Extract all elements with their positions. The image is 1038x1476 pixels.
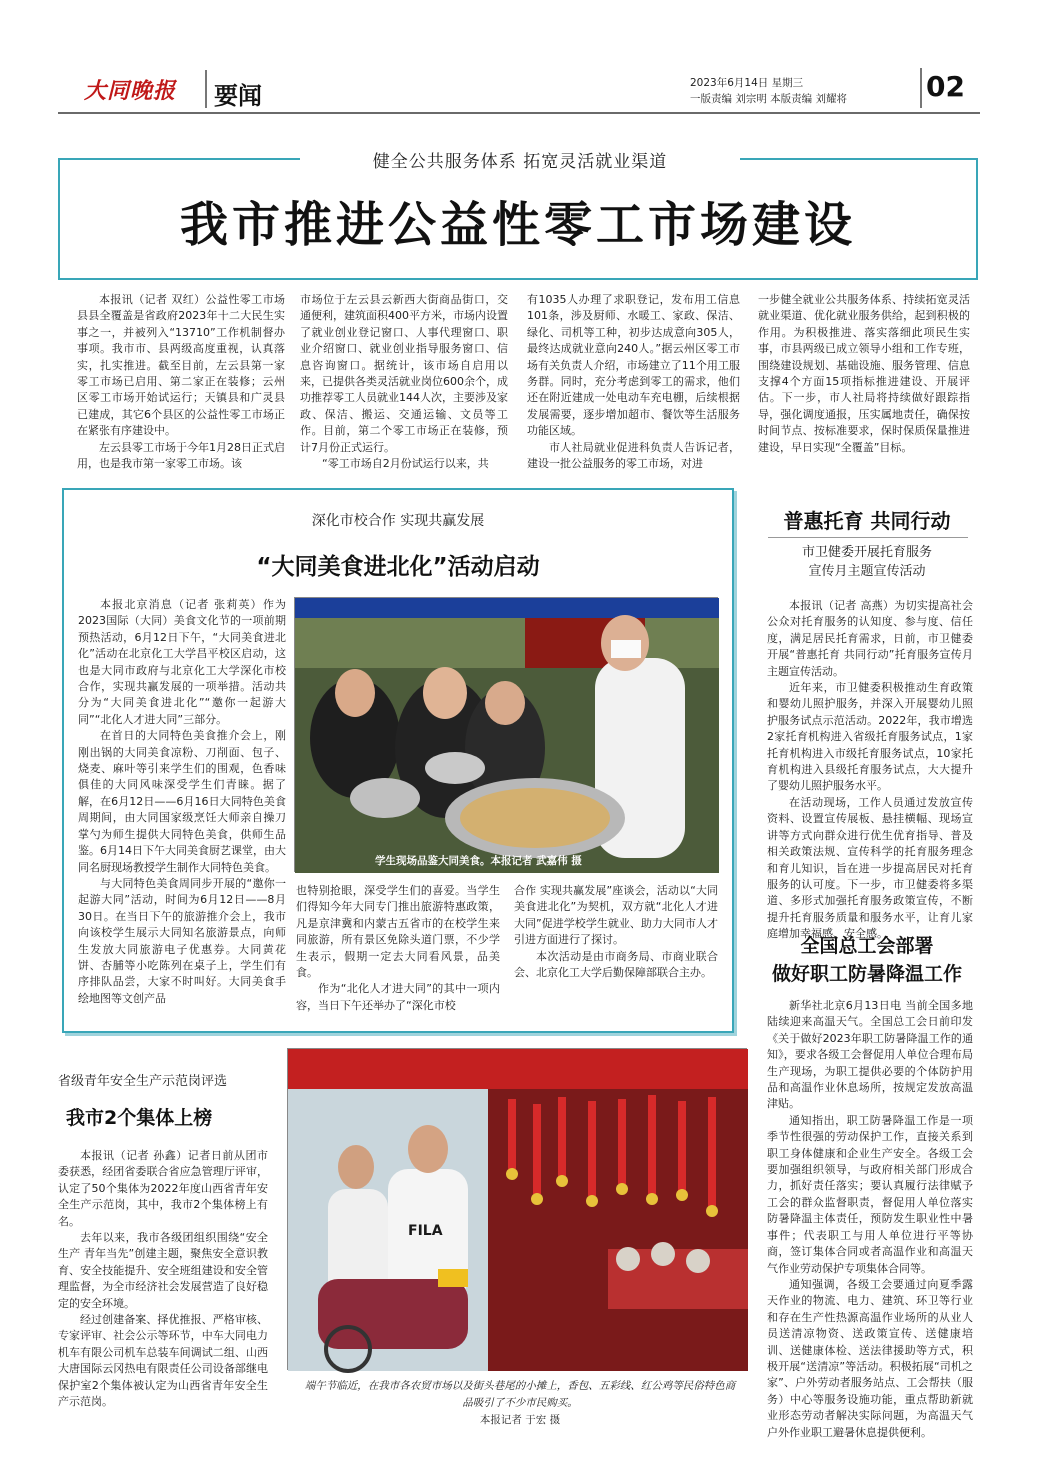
side1-title: 普惠托育 共同行动 [783,509,951,533]
paragraph: 本报讯（记者 孙鑫）记者日前从团市委获悉，经团省委联合省应急管理厅评审，认定了50个集体为2022年度山西省青年安全生产示范岗，其中，我市2个集体榜上有名。 [58,1149,268,1228]
feature-photo [294,597,718,872]
shirt-logo: FILA [408,1223,443,1239]
editors-line: 一版责编 刘宗明 本版责编 刘耀将 [690,93,848,105]
paragraph: 有1035人办理了求职登记，发布用工信息101条，涉及厨师、水暖工、家政、保洁、绿化、司机等工种，初步达成意向305人，最终达成就业意向240人。”据云州区零工市场有关负责人介绍，市场建立了11个用工服务群。同时，充分考虑到零工的需求，他们还在附近建成一处电动车充电棚，后续根据发展需要，逐步增加超市、餐饮等生活服务功能区域。 [527,293,740,438]
side2-title [752,932,982,988]
subtitle-line: 市卫健委开展托育服务 [801,545,932,560]
paragraph: 也特别抢眼，深受学生们的喜爱。当学生们得知今年大同专门推出旅游特惠政策，凡是京津冀和内蒙古五省市的在校学生来同旅游，所有景区免除头道门票，不少学生表示，假期一定去大同看风景，品美食。 [296,884,500,980]
bottom-left-body [58,1148,268,1430]
bottom-left-title: 我市2个集体上榜 [66,1107,213,1129]
market-photo [287,1048,747,1370]
feature-kicker: 深化市校合作 实现共赢发展 [311,513,485,529]
feature-column-a [78,597,286,1007]
paragraph: 与大同特色美食周同步开展的“邀你一起游大同”活动，时间为6月12日——8月30日。在当日下午的旅游推介会上，我市向该校学生展示大同知名旅游景点，向师生发放大同旅游电子优惠券。大同黄花饼、杏脯等小吃陈列在桌子上，学生们有序排队品尝，大家不时叫好。大同美食手绘地图等文创产品 [78,876,286,1005]
side1-subtitle [752,543,982,581]
paragraph: 市人社局就业促进科负责人告诉记者，建设一批公益服务的零工市场，对进 [527,440,740,471]
side1-body [767,598,973,941]
title-line: 全国总工会部署 [800,935,934,957]
market-photo-caption [300,1378,740,1429]
lead-column-2 [300,292,508,471]
paragraph: 本报北京消息（记者 张莉英）作为2023国际（大同）美食文化节的一项前期预热活动，6月12日下午，“大同美食进北化”活动在北京化工大学昌平校区启动，这也是大同市政府与北京化工大学深化市校合作，实现共赢发展的一项举措。活动共分为“大同美食进北化”“邀你一起游大同”“北化人才进大同”三部分。 [78,598,286,726]
feature-column-b [296,883,500,1013]
issue-date: 2023年6月14日 星期三 [690,77,804,89]
paragraph: “零工市场自2月份试运行以来，共 [322,457,489,471]
paragraph: 左云县零工市场于今年1月28日正式启用，也是我市第一家零工市场。该 [77,440,285,471]
divider [205,70,207,108]
paragraph: 通知强调，各级工会要通过向夏季露天作业的物流、电力、建筑、环卫等行业和存在生产性热源高温作业场所的从业人员送清凉物资、送政策宣传、送健康培训、送健康体检、送法律援助等方式，积极开展“送清凉”等活动。积极拓展“司机之家”、户外劳动者服务站点、工会帮扶（服务）中心等服务设施功能，重点帮助新就业形态劳动者解决实际问题，为高温天气户外作业职工避暑休息提供便利。 [767,1277,973,1439]
photo-caption: 学生现场品鉴大同美食。本报记者 武嘉伟 摄 [375,855,582,867]
section-name: 要闻 [214,81,262,110]
photo-credit: 本报记者 于宏 摄 [479,1414,561,1426]
bottom-left-kicker: 省级青年安全生产示范岗评选 [58,1074,228,1089]
divider [768,537,968,538]
paragraph: 本报讯（记者 双红）公益性零工市场县县全覆盖是省政府2023年十二大民生实事之一，并被列入“13710”工作机制督办事项。我市市、县两级高度重视，认真落实，扎实推进。截至目前，左云县第一家零工市场已启用、第二家正在装修；云州区零工市场开始试运行；天镇县和广灵县已建成，其它6个县区的公益性零工市场正在紧张有序建设中。 [77,293,285,438]
header-rule [58,112,980,114]
lead-kicker: 健全公共服务体系 拓宽灵活就业渠道 [300,147,740,172]
paragraph: 本次活动是由市商务局、市商业联合会、北京化工大学后勤保障部联合主办。 [514,949,718,980]
subtitle-line: 宣传月主题宣传活动 [808,564,926,579]
title-line: 做好职工防暑降温工作 [771,963,962,985]
dragon-boat-market-image [288,1049,748,1371]
paragraph: 经过创建备案、择优推报、严格审核、专家评审、社会公示等环节，中车大同电力机车有限公司机车总装车间调试二组、山西大唐国际云冈热电有限责任公司设备部继电保护室2个集体被认定为山西省青年安全生产示范岗。 [58,1313,268,1409]
feature-title: “大同美食进北化”活动启动 [256,554,540,580]
feature-column-c [514,883,718,1013]
lead-column-1 [77,292,285,471]
students-tasting-food-image [295,598,719,873]
page-number: 02 [926,70,965,103]
paragraph: 市场位于左云县云新西大街商品街口，交通便利，建筑面积400平方米，市场内设置了就业创业登记窗口、人事代理窗口、职业介绍窗口、就业创业指导服务窗口、信息咨询窗口。据统计，该市场自启用以来，已提供各类灵活就业岗位600余个，成功推荐零工人员就业144人次，主要涉及家政、保洁、搬运、交通运输、文员等工作。目前，第二个零工市场正在装修，预计7月份正式运行。 [300,293,508,454]
divider [920,68,922,108]
paragraph: 近年来，市卫健委积极推动生育政策和婴幼儿照护服务，并深入开展婴幼儿照护服务试点示范活动。2022年，我市增选2家托育机构进入省级托育服务试点，1家托育机构进入市级托育服务试点，10家托育机构进入县级托育服务试点，大大提升了婴幼儿照护服务水平。 [767,681,973,793]
paragraph: 去年以来，我市各级团组织围绕“安全生产 青年当先”创建主题，聚焦安全意识教育、安全技能提升、安全班组建设和安全管理监督，为全市经济社会发展营造了良好稳定的安全环境。 [58,1231,268,1310]
paragraph: 合作 实现共赢发展”座谈会，活动以“大同美食进北化”为契机，双方就“北化人才进大同”促进学校学生就业、助力大同市人才引进方面进行了探讨。 [514,884,718,947]
side2-body [767,998,973,1439]
lead-title: 我市推进公益性零工市场建设 [179,197,856,253]
dateline [690,75,847,107]
paragraph: 通知指出，职工防暑降温工作是一项季节性很强的劳动保护工作，直接关系到职工身体健康和企业生产安全。各级工会要加强组织领导，与政府相关部门形成合力，抓好责任落实；要认真履行法律赋予工会的群众监督职责，督促用人单位落实防暑降温主体责任，预防发生职业性中暑事件；代表职工与用人单位进行平等协商，签订集体合同或者高温作业和高温天气作业劳动保护专项集体合同等。 [767,1113,973,1275]
paragraph: 在活动现场，工作人员通过发放宣传资料、设置宣传展板、悬挂横幅、现场宣讲等方式向群众进行优生优育指导、普及相关政策法规、宣传科学的托育服务理念和育儿知识，旨在进一步提高居民对托育服务的认可度。下一步，市卫健委将多渠道、多形式加强托育服务政策宣传，不断提升托育服务质量和服务水平，让育儿家庭增加幸福感、安全感。 [767,795,973,941]
paragraph: 一步健全就业公共服务体系、持续拓宽灵活就业渠道、优化就业服务供给，起到积极的作用。为积极推进、落实落细此项民生实事，市县两级已成立领导小组和工作专班，围绕建设规划、基础设施、服务管理、信息支撑4个方面15项指标推进建设、开展评估。下一步，市人社局将持续做好跟踪指导，强化调度通报，压实属地责任，确保按时间节点、按标准要求，保时保质保量推进建设，早日实现“全覆盖”目标。 [758,293,970,454]
newspaper-logo: 大同晚报 [83,77,176,104]
paragraph: 新华社北京6月13日电 当前全国多地陆续迎来高温天气。全国总工会日前印发《关于做好2023年职工防暑降温工作的通知》，要求各级工会督促用人单位合理布局生产现场，为职工提供必要的个体防护用品和高温作业休息场所，按规定发放高温津贴。 [767,999,973,1111]
lead-column-3 [527,292,740,471]
caption-text: 端午节临近，在我市各农贸市场以及街头巷尾的小摊上，香包、五彩线、红公鸡等民俗特色商品吸引了不少市民购买。 [304,1380,736,1409]
paragraph: 本报讯（记者 高燕）为切实提高社会公众对托育服务的认知度、参与度、信任度，满足居民托育需求，日前，市卫健委开展“普惠托育 共同行动”托育服务宣传月主题宣传活动。 [767,599,973,678]
paragraph: 在首日的大同特色美食推介会上，刚刚出锅的大同美食凉粉、刀削面、包子、烧麦、麻叶等引来学生们的围观，色香味俱佳的大同风味深受学生们青睐。据了解，在6月12日——6月16日大同特色美食周期间，由大同国家级烹饪大师亲自操刀掌勺为师生提供大同特色美食，供师生品鉴。6月14日下午大同美食厨艺课堂，由大同名厨现场教授学生制作大同特色美食。 [78,729,286,874]
paragraph: 作为“北化人才进大同”的其中一项内容，当日下午还举办了“深化市校 [296,982,500,1012]
lead-column-4 [758,292,970,462]
